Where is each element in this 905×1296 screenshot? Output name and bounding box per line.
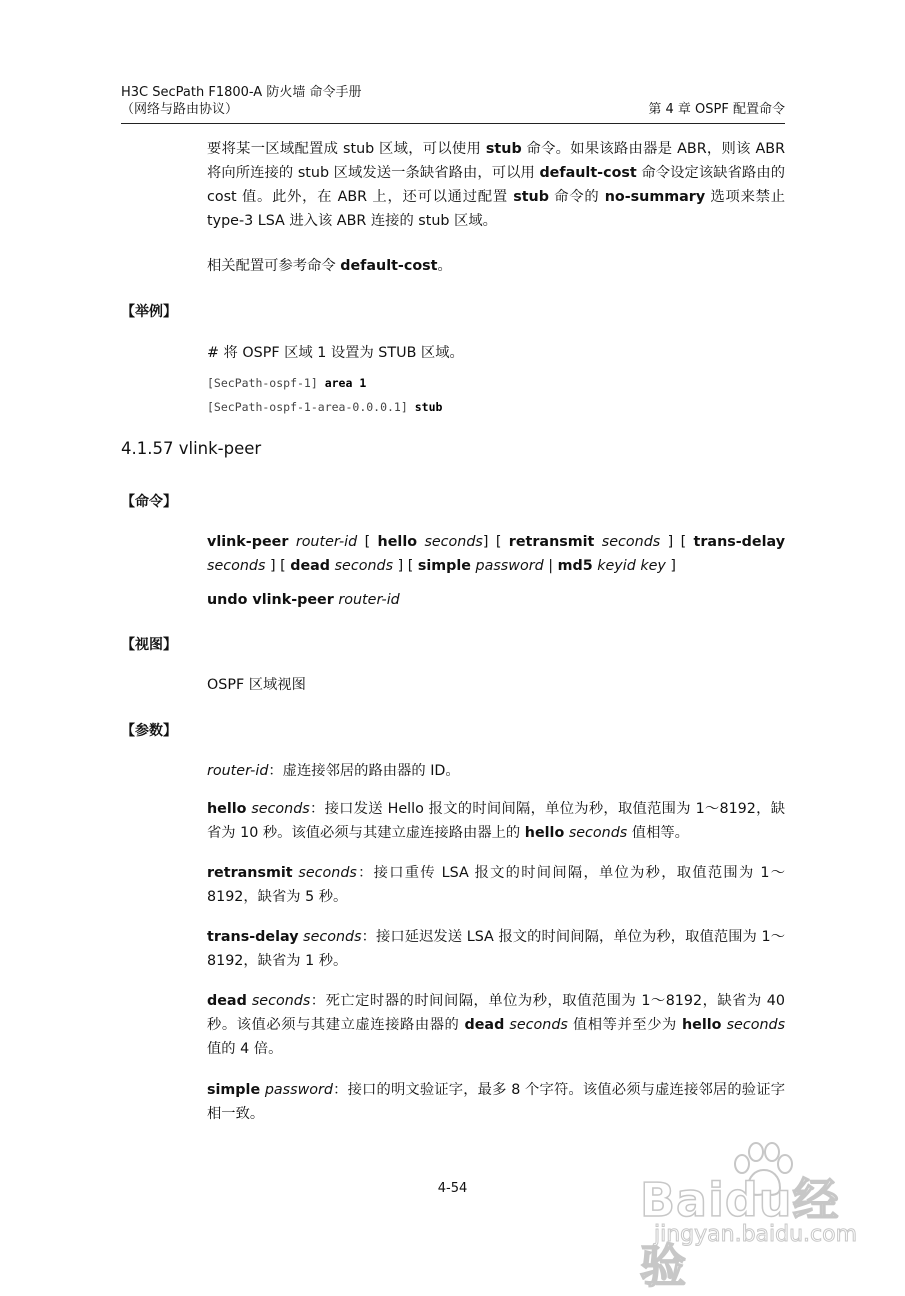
text-run bbox=[594, 534, 601, 550]
text-run: 值相等并至少为 bbox=[567, 1017, 682, 1033]
text-run: 命令的 bbox=[548, 189, 605, 205]
text-run: 选项来禁止 type-3 LSA 进入该 ABR 连接的 stub 区域。 bbox=[207, 189, 785, 229]
view-heading: 【视图】 bbox=[121, 637, 177, 653]
keyword: stub bbox=[485, 141, 522, 157]
keyword: stub bbox=[513, 189, 549, 205]
text-run: ] [ bbox=[660, 534, 694, 550]
argument: password bbox=[264, 1082, 333, 1098]
text-run: 命令。如果该路由器是 ABR，则该 ABR 将向所连接的 stub 区域发送一条缺省路由，可以用 bbox=[207, 141, 785, 181]
argument: seconds bbox=[424, 534, 483, 550]
argument: seconds bbox=[334, 558, 394, 574]
keyword: no-summary bbox=[604, 189, 706, 205]
param-router-id bbox=[207, 759, 785, 783]
code-line-2 bbox=[207, 400, 442, 414]
argument: seconds bbox=[509, 1017, 568, 1033]
keyword: md5 bbox=[557, 558, 593, 574]
text-run: ] bbox=[665, 558, 676, 574]
header-product: H3C SecPath F1800-A 防火墙 命令手册 bbox=[121, 85, 362, 100]
param-item bbox=[207, 1078, 785, 1126]
section-title: 4.1.57 vlink-peer bbox=[121, 439, 262, 458]
argument: keyid key bbox=[597, 558, 666, 574]
view-text bbox=[207, 673, 785, 697]
text-run: ] [ bbox=[393, 558, 418, 574]
keyword: vlink-peer bbox=[207, 534, 289, 550]
keyword: default-cost bbox=[340, 258, 438, 274]
example-comment bbox=[207, 341, 785, 365]
intro-related-text bbox=[207, 254, 785, 278]
intro-paragraph-2 bbox=[207, 254, 785, 278]
text-run: 。 bbox=[437, 258, 452, 274]
argument: router-id bbox=[338, 592, 400, 608]
param-item bbox=[207, 797, 785, 845]
keyword: simple bbox=[207, 1082, 261, 1098]
text-run: 值相等。 bbox=[627, 825, 689, 841]
param-item bbox=[207, 989, 785, 1061]
text-run: ：接口发送 Hello 报文的时间间隔，单位为秒，取值范围为 1～8192，缺省为 10 秒。该值必须与其建立虚连接路由器上的 bbox=[207, 801, 785, 841]
keyword: simple bbox=[417, 558, 471, 574]
header-divider bbox=[121, 123, 785, 124]
watermark-brand: Baidu经验 bbox=[640, 1173, 840, 1293]
text-run bbox=[288, 534, 295, 550]
params-heading: 【参数】 bbox=[121, 723, 177, 739]
keyword: trans-delay bbox=[207, 929, 299, 945]
keyword: dead bbox=[464, 1017, 505, 1033]
page-header bbox=[121, 84, 785, 118]
keyword: retransmit bbox=[508, 534, 595, 550]
argument: router-id bbox=[207, 763, 269, 779]
text-run: ] [ bbox=[265, 558, 291, 574]
keyword: retransmit bbox=[207, 865, 293, 881]
argument: seconds bbox=[298, 865, 357, 881]
param-dead bbox=[207, 989, 785, 1061]
page-number: 4-54 bbox=[437, 1181, 468, 1196]
keyword: undo vlink-peer bbox=[207, 592, 334, 608]
text-run: ：虚连接邻居的路由器的 ID。 bbox=[268, 763, 460, 779]
intro-text bbox=[207, 137, 785, 233]
argument: seconds bbox=[568, 825, 628, 841]
command-undo-text bbox=[207, 588, 785, 612]
command-syntax-text bbox=[207, 530, 785, 578]
param-retransmit bbox=[207, 861, 785, 909]
argument: seconds bbox=[726, 1017, 786, 1033]
text-run: ：接口延迟发送 LSA 报文的时间间隔，单位为秒，取值范围为 1～8192，缺省为 1 秒。 bbox=[207, 929, 785, 969]
argument: seconds bbox=[207, 558, 266, 574]
keyword: hello bbox=[681, 1017, 722, 1033]
keyword: dead bbox=[207, 993, 247, 1009]
command-syntax bbox=[207, 530, 785, 578]
keyword: hello bbox=[377, 534, 418, 550]
argument: seconds bbox=[251, 801, 310, 817]
param-item bbox=[207, 925, 785, 973]
argument: seconds bbox=[251, 993, 311, 1009]
keyword: trans-delay bbox=[693, 534, 786, 550]
text-run: 值的 4 倍。 bbox=[207, 1041, 283, 1057]
command-undo bbox=[207, 588, 785, 612]
header-volume: （网络与路由协议） bbox=[121, 102, 239, 117]
header-chapter: 第 4 章 OSPF 配置命令 bbox=[648, 102, 785, 117]
keyword: hello bbox=[207, 801, 247, 817]
baidu-watermark bbox=[640, 1142, 870, 1293]
text-run: 要将某一区域配置成 stub 区域，可以使用 bbox=[207, 141, 486, 157]
text-run: ：接口重传 LSA 报文的时间间隔，单位为秒，取值范围为 1～8192，缺省为 5 秒。 bbox=[207, 865, 785, 905]
keyword: hello bbox=[524, 825, 565, 841]
text-run: ：接口的明文验证字，最多 8 个字符。该值必须与虚连接邻居的验证字相一致。 bbox=[207, 1082, 785, 1122]
code-command: area 1 bbox=[324, 376, 367, 390]
keyword: default-cost bbox=[539, 165, 637, 181]
view-text-content: OSPF 区域视图 bbox=[207, 677, 306, 693]
param-item bbox=[207, 759, 785, 783]
code-prompt: [SecPath-ospf-1-area-0.0.0.1] bbox=[207, 400, 415, 414]
param-item bbox=[207, 861, 785, 909]
text-run: ] [ bbox=[482, 534, 509, 550]
code-prompt: [SecPath-ospf-1] bbox=[207, 376, 325, 390]
param-simple bbox=[207, 1078, 785, 1126]
argument: password bbox=[475, 558, 544, 574]
code-command: stub bbox=[414, 400, 443, 414]
watermark-url: jingyan.baidu.com bbox=[654, 1222, 858, 1247]
text-run: ：死亡定时器的时间间隔，单位为秒，取值范围为 1～8192，缺省为 40 秒。该值必须与其建立虚连接路由器的 bbox=[207, 993, 785, 1033]
argument: router-id bbox=[295, 534, 358, 550]
code-line-1 bbox=[207, 376, 366, 390]
example-comment-text: # 将 OSPF 区域 1 设置为 STUB 区域。 bbox=[207, 345, 464, 361]
text-run: 命令设定该缺省路由的 cost 值。此外，在 ABR 上，还可以通过配置 bbox=[207, 165, 785, 205]
command-heading: 【命令】 bbox=[121, 494, 177, 510]
example-heading: 【举例】 bbox=[121, 304, 177, 320]
intro-paragraph-1 bbox=[207, 137, 785, 233]
argument: seconds bbox=[303, 929, 362, 945]
text-run: 相关配置可参考命令 bbox=[207, 258, 341, 274]
text-run: | bbox=[543, 558, 558, 574]
argument: seconds bbox=[601, 534, 661, 550]
param-hello bbox=[207, 797, 785, 845]
keyword: dead bbox=[290, 558, 331, 574]
param-trans-delay bbox=[207, 925, 785, 973]
text-run: [ bbox=[357, 534, 378, 550]
